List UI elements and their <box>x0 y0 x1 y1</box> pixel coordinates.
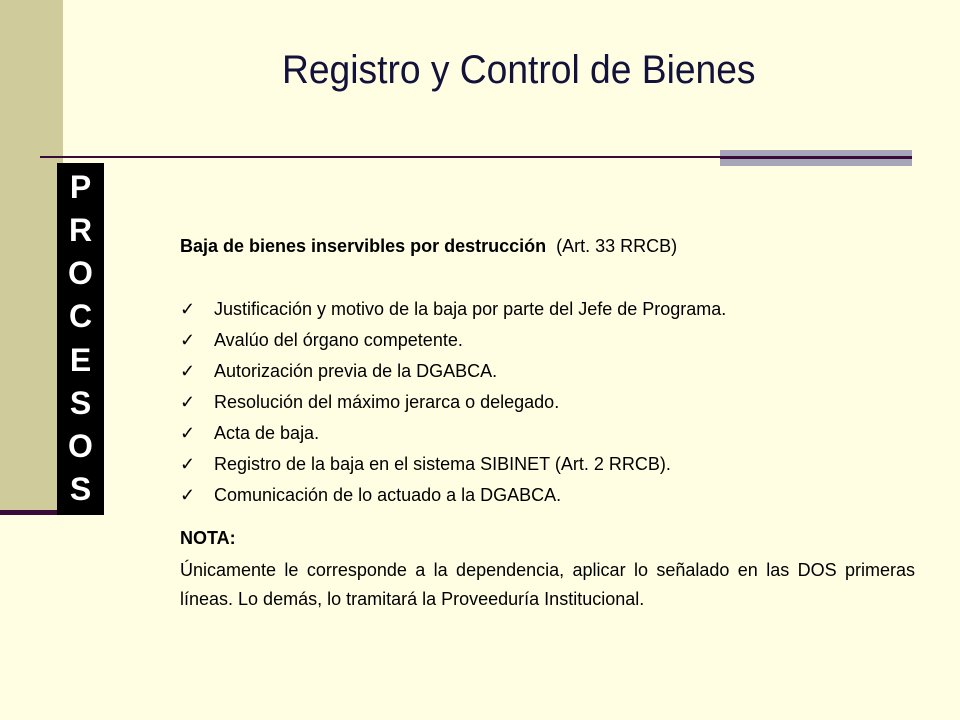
checkmark-icon: ✓ <box>180 361 196 381</box>
label-letter: E <box>69 341 92 378</box>
procesos-vertical-label <box>57 163 104 515</box>
list-item-text: Acta de baja. <box>214 423 320 443</box>
note-label: NOTA: <box>180 528 236 548</box>
section-heading <box>180 236 677 257</box>
list-item <box>180 389 726 420</box>
list-item <box>180 451 726 482</box>
section-heading-reference: (Art. 33 RRCB) <box>556 236 678 256</box>
section-heading-title: Baja de bienes inservibles por destrucción <box>180 236 547 256</box>
requirements-list <box>180 296 726 513</box>
list-item <box>180 327 726 358</box>
label-letter: S <box>69 384 92 421</box>
label-letter: O <box>68 428 93 465</box>
checkmark-icon: ✓ <box>180 330 196 350</box>
list-item <box>180 420 726 451</box>
checkmark-icon: ✓ <box>180 392 196 412</box>
note-text: Únicamente le corresponde a la dependencia, aplicar lo señalado en las DOS primeras líneas. Lo demás, lo tramitará la Proveeduría Institucional. <box>180 560 915 609</box>
left-bar-underline <box>0 510 60 515</box>
checkmark-icon: ✓ <box>180 423 196 443</box>
checkmark-icon: ✓ <box>180 454 196 474</box>
label-letter: O <box>68 255 93 292</box>
label-letter: R <box>68 211 93 248</box>
slide-title: Registro y Control de Bienes <box>282 48 756 92</box>
left-decorative-bar <box>0 0 63 512</box>
label-letter: C <box>68 298 93 335</box>
list-item-text: Autorización previa de la DGABCA. <box>214 361 498 381</box>
list-item <box>180 482 726 513</box>
header-accent-bar <box>720 148 912 166</box>
list-item <box>180 296 726 327</box>
list-item-text: Justificación y motivo de la baja por parte del Jefe de Programa. <box>214 299 727 319</box>
list-item-text: Registro de la baja en el sistema SIBINET (Art. 2 RRCB). <box>214 454 671 474</box>
list-item-text: Comunicación de lo actuado a la DGABCA. <box>214 485 562 505</box>
list-item-text: Avalúo del órgano competente. <box>214 330 463 350</box>
list-item-text: Resolución del máximo jerarca o delegado. <box>214 392 560 412</box>
checkmark-icon: ✓ <box>180 299 196 319</box>
label-letter: P <box>69 168 92 205</box>
list-item <box>180 358 726 389</box>
checkmark-icon: ✓ <box>180 485 196 505</box>
label-letter: S <box>69 471 92 508</box>
